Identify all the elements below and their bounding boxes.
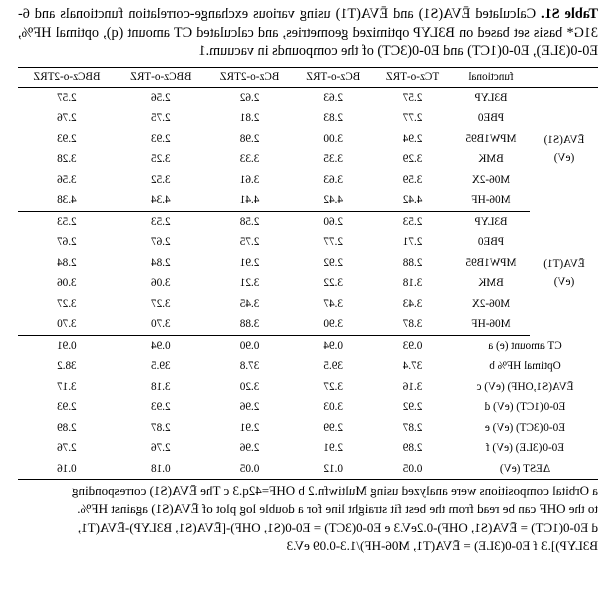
value-cell-tcz-o-trz: 2.71 (402, 236, 423, 249)
value-cell-bbcz-o-2trz: 3.06 (57, 277, 77, 290)
table-row (18, 335, 598, 356)
value-cell-bbcz-o-2trz: 3.70 (18, 314, 116, 335)
value-cell-bcz-o-2trz: 2.96 (239, 442, 260, 455)
value-cell-bcz-o-2trz: 3.20 (239, 380, 260, 393)
property-label-cell: ĒVA(S1,OHF) (eV) c (476, 380, 574, 393)
value-cell-bcz-o-2trz: 3.61 (239, 173, 260, 186)
functional-cell: B3LYP (474, 215, 508, 228)
functional-cell: BMK (478, 153, 504, 166)
value-cell-bcz-o-2trz: 4.41 (206, 190, 293, 211)
value-cell-bbcz-o-trz: 2.93 (151, 132, 171, 145)
value-cell-bbcz-o-trz: 3.25 (151, 153, 171, 166)
value-cell-bbcz-o-trz: 2.76 (151, 442, 171, 455)
quantity-label (530, 87, 598, 211)
functional-cell: M06-HF (452, 190, 530, 211)
value-cell-tcz-o-trz: 3.29 (402, 153, 423, 166)
value-cell-bcz-o-trz: 0.12 (293, 459, 373, 480)
value-cell-tcz-o-trz: 3.16 (402, 380, 423, 393)
table-header-row (18, 67, 598, 87)
table-row (18, 356, 598, 377)
value-cell-bbcz-o-2trz: 38.2 (57, 360, 77, 373)
value-cell-bbcz-o-2trz: 4.38 (18, 190, 116, 211)
value-cell-bbcz-o-trz: 3.18 (151, 380, 171, 393)
value-cell-bcz-o-trz: 2.99 (323, 421, 343, 434)
value-cell-bbcz-o-2trz: 2.89 (57, 421, 77, 434)
functional-cell: BMK (478, 277, 504, 290)
value-cell-bcz-o-2trz: 2.58 (239, 215, 260, 228)
quantity-label-unit: (eV) (553, 152, 575, 165)
value-cell-bbcz-o-trz: 3.06 (151, 277, 171, 290)
value-cell-bcz-o-trz: 2.63 (323, 91, 343, 104)
value-cell-tcz-o-trz: 2.87 (402, 421, 423, 434)
functional-cell: M06-2X (471, 173, 511, 186)
value-cell-bcz-o-2trz: 2.91 (239, 256, 260, 269)
value-cell-bcz-o-trz: 3.27 (323, 380, 343, 393)
value-cell-bcz-o-trz: 2.91 (323, 442, 343, 455)
value-cell-bbcz-o-trz: 2.75 (151, 112, 171, 125)
value-cell-bcz-o-trz: 2.92 (323, 256, 343, 269)
value-cell-tcz-o-trz: 4.42 (373, 190, 452, 211)
table-row (18, 87, 598, 108)
value-cell-bcz-o-trz: 4.42 (293, 190, 373, 211)
value-cell-bcz-o-trz: 3.35 (323, 153, 343, 166)
value-cell-bcz-o-2trz: 2.91 (239, 421, 260, 434)
header-tcz-o-trz: TCz-o-TRZ (373, 67, 452, 87)
table-row (18, 418, 598, 439)
value-cell-bbcz-o-2trz: 3.17 (57, 380, 77, 393)
footnote-line: B3LYP)].3 f E0-0(3LE) = ĒVA(T1, M06-HF)/1.3-0.09 eV.3 (286, 538, 598, 554)
footnote-line: d E0-0(1CT) = ĒVA(S1, OHF)-0.2eV.3 e E0-0(3CT) = E0-0(S1, OHF)-[ĒVA(S1, B3LYP)-ĒVA(T1, (77, 519, 598, 535)
quantity-label-line: ĒVA(T1) (543, 258, 585, 270)
value-cell-bbcz-o-2trz: 2.84 (57, 256, 77, 269)
property-label-cell: E0-0(3LE) (eV) f (485, 442, 565, 455)
value-cell-bbcz-o-2trz: 2.53 (57, 215, 77, 228)
table-row (18, 232, 598, 253)
table-row (18, 170, 598, 191)
value-cell-bbcz-o-2trz: 0.91 (57, 339, 77, 352)
table-row (18, 149, 598, 170)
table-row (18, 397, 598, 418)
value-cell-bcz-o-2trz: 2.96 (239, 401, 260, 414)
value-cell-bbcz-o-2trz: 2.76 (57, 112, 77, 125)
value-cell-bbcz-o-2trz: 2.76 (57, 442, 77, 455)
value-cell-bbcz-o-trz: 2.56 (151, 91, 171, 104)
property-label-cell: Optimal HF% b (489, 360, 561, 373)
value-cell-tcz-o-trz: 0.05 (373, 459, 452, 480)
value-cell-bcz-o-trz: 2.77 (323, 236, 343, 249)
value-cell-bcz-o-2trz: 3.33 (239, 153, 260, 166)
value-cell-bbcz-o-trz: 39.5 (151, 360, 171, 373)
table-row (18, 438, 598, 459)
functional-cell: MPW1B95 (465, 132, 517, 145)
table-footnote (18, 482, 598, 556)
value-cell-bcz-o-trz: 3.90 (293, 314, 373, 335)
value-cell-bcz-o-trz: 3.00 (323, 132, 343, 145)
value-cell-bbcz-o-trz: 2.53 (151, 215, 171, 228)
caption-label: Table S1. (541, 6, 598, 22)
header-bcz-o-trz: BCz-o-TRZ (293, 67, 373, 87)
value-cell-tcz-o-trz: 2.53 (402, 215, 423, 228)
value-cell-bcz-o-2trz: 37.8 (239, 360, 260, 373)
table-row (18, 459, 598, 480)
value-cell-tcz-o-trz: 2.89 (402, 442, 423, 455)
functional-cell: PBE0 (477, 236, 505, 249)
table-caption (18, 5, 598, 61)
value-cell-bcz-o-2trz: 2.81 (239, 112, 260, 125)
functional-cell: M06-2X (471, 297, 511, 310)
value-cell-bcz-o-trz: 3.03 (323, 401, 343, 414)
property-label-cell: E0-0(1CT) (eV) d (484, 401, 566, 414)
value-cell-bbcz-o-2trz: 2.67 (57, 236, 77, 249)
functional-cell: MPW1B95 (465, 256, 517, 269)
value-cell-tcz-o-trz: 3.59 (402, 173, 423, 186)
value-cell-bcz-o-trz: 0.94 (323, 339, 343, 352)
value-cell-bcz-o-2trz: 3.45 (239, 297, 260, 310)
value-cell-tcz-o-trz: 2.88 (402, 256, 423, 269)
table-row (18, 377, 598, 398)
value-cell-bcz-o-trz: 2.83 (323, 112, 343, 125)
value-cell-bbcz-o-trz: 0.94 (151, 339, 171, 352)
functional-cell: PBE0 (477, 112, 505, 125)
caption-text: Calculated ĒVA(S1) and ĒVA(T1) using various exchange-correlation functionals and 6-31G* basis set based on B3LYP optimized geometries, and calculated CT amount (q), optimal HF%, E0-0(3LE), E0-0(1CT) and E0-0(3CT) of the compounds in vacuum.1 (18, 6, 598, 59)
value-cell-bbcz-o-trz: 4.34 (116, 190, 206, 211)
footnote-line: a Orbital compositions were analyzed using Multiwfn.2 b OHF=42q.3 c The ĒVA(S1) corresponding (71, 483, 598, 498)
value-cell-bbcz-o-trz: 2.67 (151, 236, 171, 249)
results-table (18, 67, 598, 481)
table-row (18, 294, 598, 315)
value-cell-bcz-o-2trz: 2.98 (239, 132, 260, 145)
table-row (18, 253, 598, 274)
value-cell-bbcz-o-trz: 3.70 (116, 314, 206, 335)
table-row (18, 108, 598, 129)
value-cell-tcz-o-trz: 0.93 (402, 339, 423, 352)
value-cell-bcz-o-2trz: 2.75 (239, 236, 260, 249)
property-label-cell: E0-0(3CT) (eV) e (484, 421, 566, 434)
value-cell-bcz-o-trz: 3.22 (323, 277, 343, 290)
value-cell-tcz-o-trz: 2.94 (402, 132, 423, 145)
value-cell-bbcz-o-trz: 3.27 (151, 297, 171, 310)
value-cell-bbcz-o-2trz: 2.93 (57, 401, 77, 414)
value-cell-bcz-o-trz: 3.47 (323, 297, 343, 310)
table-row (18, 273, 598, 294)
property-label-cell: ΔEST (eV) (452, 459, 598, 480)
value-cell-bcz-o-trz: 2.60 (323, 215, 343, 228)
value-cell-tcz-o-trz: 3.87 (373, 314, 452, 335)
quantity-label-unit: (eV) (553, 276, 575, 288)
value-cell-bbcz-o-trz: 2.87 (151, 421, 171, 434)
footnote-line: to the OHF can be read from the best fit straight line for a double log plot of ĒVA(S1) against HF%. (77, 501, 598, 517)
value-cell-bbcz-o-trz: 3.52 (151, 173, 171, 186)
property-label-cell: CT amount (e) a (488, 339, 562, 352)
value-cell-bcz-o-2trz: 0.90 (239, 339, 260, 352)
header-bbcz-o-trz: BBCz-o-TRZ (116, 67, 206, 87)
value-cell-bcz-o-trz: 3.63 (323, 173, 343, 186)
value-cell-bbcz-o-trz: 0.18 (116, 459, 206, 480)
value-cell-bbcz-o-trz: 2.84 (151, 256, 171, 269)
table-row (18, 211, 598, 232)
table-body (18, 87, 598, 480)
value-cell-bbcz-o-2trz: 2.93 (57, 132, 77, 145)
value-cell-tcz-o-trz: 3.18 (402, 277, 423, 290)
header-bcz-o-2trz: BCz-o-2TRZ (206, 67, 293, 87)
value-cell-bcz-o-2trz: 3.21 (239, 277, 260, 290)
quantity-label (530, 211, 598, 335)
value-cell-tcz-o-trz: 2.77 (402, 112, 423, 125)
value-cell-bcz-o-trz: 39.5 (323, 360, 343, 373)
table-row (18, 314, 598, 335)
header-bbcz-o-2trz: BBCz-o-2TRZ (18, 67, 116, 87)
value-cell-tcz-o-trz: 3.43 (402, 297, 423, 310)
value-cell-bbcz-o-2trz: 3.56 (57, 173, 77, 186)
functional-cell: M06-HF (452, 314, 530, 335)
value-cell-bcz-o-2trz: 3.88 (206, 314, 293, 335)
quantity-label-line: ĒVA(S1) (543, 134, 585, 147)
value-cell-tcz-o-trz: 2.92 (402, 401, 423, 414)
header-quantity (530, 67, 598, 87)
value-cell-bbcz-o-2trz: 3.28 (57, 153, 77, 166)
value-cell-bcz-o-2trz: 2.62 (239, 91, 260, 104)
value-cell-tcz-o-trz: 37.4 (402, 360, 423, 373)
table-row (18, 129, 598, 150)
value-cell-bcz-o-2trz: 0.05 (206, 459, 293, 480)
table-row (18, 190, 598, 211)
value-cell-tcz-o-trz: 2.57 (402, 91, 423, 104)
value-cell-bbcz-o-2trz: 0.16 (18, 459, 116, 480)
value-cell-bbcz-o-2trz: 2.57 (57, 91, 77, 104)
value-cell-bbcz-o-trz: 2.93 (151, 401, 171, 414)
header-functional: functional (452, 67, 530, 87)
value-cell-bbcz-o-2trz: 3.27 (57, 297, 77, 310)
functional-cell: B3LYP (474, 91, 508, 104)
